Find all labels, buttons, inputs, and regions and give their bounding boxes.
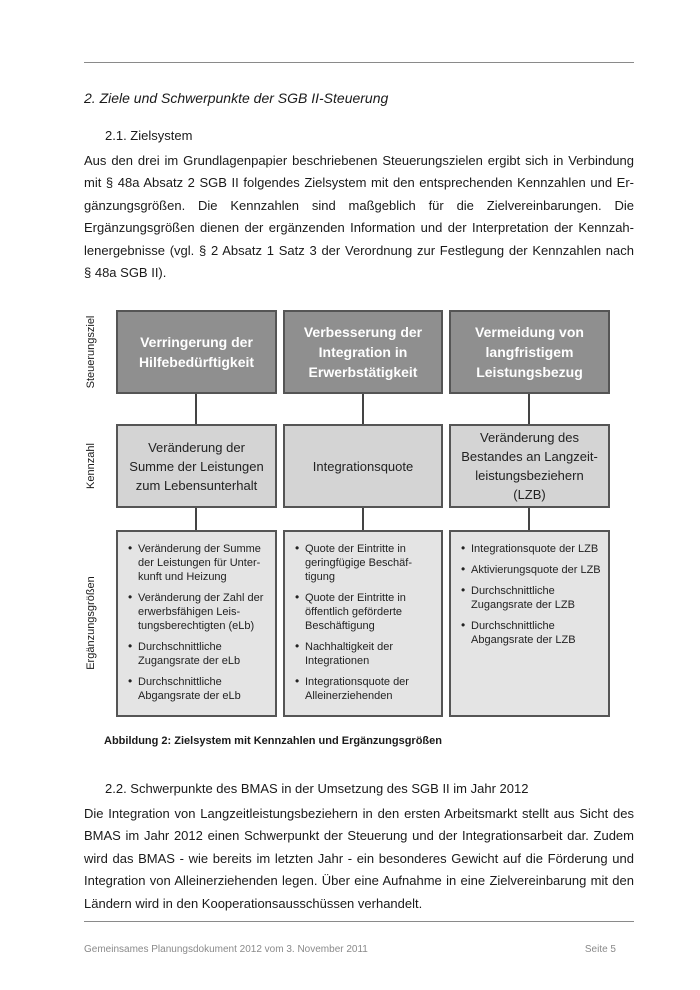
supplement-item: • Integrationsquote der LZB — [461, 542, 602, 556]
paragraph-line: gänzungsgrößen. Die Kennzahlen sind maßgeblich für die Zielvereinbarungen. Die — [84, 197, 634, 213]
supplement-item: • Integrationsquote der Alleinerziehenden — [295, 675, 435, 703]
connector — [195, 394, 197, 424]
goal-box-2: Verbesserung der Integration in Erwerbstätigkeit — [283, 310, 443, 394]
connector — [528, 394, 530, 424]
row-label-ergaenzungsgroessen: Ergänzungsgrößen — [85, 576, 97, 670]
footer-document-title: Gemeinsames Planungsdokument 2012 vom 3. November 2011 — [84, 944, 368, 955]
paragraph-line: Ergänzungsgrößen dienen der ergänzenden Information und der Interpretation der Kennzah- — [84, 220, 634, 236]
intro-paragraph — [84, 150, 634, 284]
connector — [528, 508, 530, 530]
subsection-heading-zielsystem: 2.1. Zielsystem — [105, 128, 193, 143]
supplement-item: • Durchschnittliche Abgangsrate der LZB — [461, 619, 602, 647]
kpi-box-3: Veränderung des Bestandes an Langzeit-leistungsbeziehern (LZB) — [449, 424, 610, 508]
supplement-item: • Durchschnittliche Zugangsrate der eLb — [128, 640, 269, 668]
goal-box-3: Vermeidung von langfristigem Leistungsbezug — [449, 310, 610, 394]
connector — [362, 394, 364, 424]
section-heading: 2. Ziele und Schwerpunkte der SGB II-Steuerung — [84, 90, 389, 106]
paragraph-line: Integration von Alleinerziehenden legen. Über eine Aufnahme in eine Zielvereinbarung mit den — [84, 873, 634, 889]
paragraph-line: lenergebnisse (vgl. § 2 Absatz 1 Satz 3 der Verordnung zur Festlegung der Kennzahlen nach — [84, 242, 634, 258]
paragraph-line: Die Integration von Langzeitleistungsbeziehern in den ersten Arbeitsmarkt stellt aus Sicht des — [84, 806, 634, 821]
row-label-kennzahl: Kennzahl — [85, 443, 97, 489]
schwerpunkte-paragraph — [84, 803, 634, 915]
subsection-heading-schwerpunkte: 2.2. Schwerpunkte des BMAS in der Umsetzung des SGB II im Jahr 2012 — [105, 781, 529, 796]
paragraph-line: Ländern wird in den Kooperationsausschüssen verhandelt. — [84, 895, 423, 911]
goal-box-1: Verringerung der Hilfebedürftigkeit — [116, 310, 277, 394]
connector — [195, 508, 197, 530]
kpi-box-1: Veränderung der Summe der Leistungen zum Lebensunterhalt — [116, 424, 277, 508]
supplement-item: • Aktivierungsquote der LZB — [461, 563, 602, 577]
supplement-box-1 — [116, 530, 277, 717]
paragraph-line: Aus den drei im Grundlagenpapier beschriebenen Steuerungszielen ergibt sich in Verbindung — [84, 153, 634, 168]
footer-page-number: Seite 5 — [584, 944, 616, 955]
paragraph-line: § 48a SGB II). — [84, 265, 167, 281]
paragraph-line: BMAS im Jahr 2012 einen Schwerpunkt der Steuerung und der Integrationsarbeit dar. Zudem — [84, 828, 634, 844]
kpi-box-2: Integrationsquote — [283, 424, 443, 508]
figure-caption: Abbildung 2: Zielsystem mit Kennzahlen und Ergänzungsgrößen — [104, 735, 442, 747]
supplement-item: • Quote der Eintritte in geringfügige Beschäf-tigung — [295, 542, 435, 584]
footer-rule — [84, 921, 634, 922]
supplement-item: • Durchschnittliche Zugangsrate der LZB — [461, 584, 602, 612]
supplement-item: • Veränderung der Summe der Leistungen für Unter-kunft und Heizung — [128, 542, 269, 584]
header-rule — [84, 62, 634, 63]
supplement-box-2 — [283, 530, 443, 717]
supplement-box-3 — [449, 530, 610, 717]
row-label-steuerungsziel: Steuerungsziel — [85, 315, 97, 389]
paragraph-line: wird das BMAS - wie bereits im letzten Jahr - ein besonderes Gewicht auf die Förderung und — [84, 850, 634, 866]
connector — [362, 508, 364, 530]
supplement-item: • Quote der Eintritte in öffentlich geförderte Beschäftigung — [295, 591, 435, 633]
paragraph-line: mit § 48a Absatz 2 SGB II folgendes Zielsystem mit den entsprechenden Kennzahlen und Er- — [84, 175, 634, 191]
supplement-item: • Veränderung der Zahl der erwerbsfähigen Leis-tungsberechtigten (eLb) — [128, 591, 269, 633]
supplement-item: • Durchschnittliche Abgangsrate der eLb — [128, 675, 269, 703]
supplement-item: • Nachhaltigkeit der Integrationen — [295, 640, 435, 668]
